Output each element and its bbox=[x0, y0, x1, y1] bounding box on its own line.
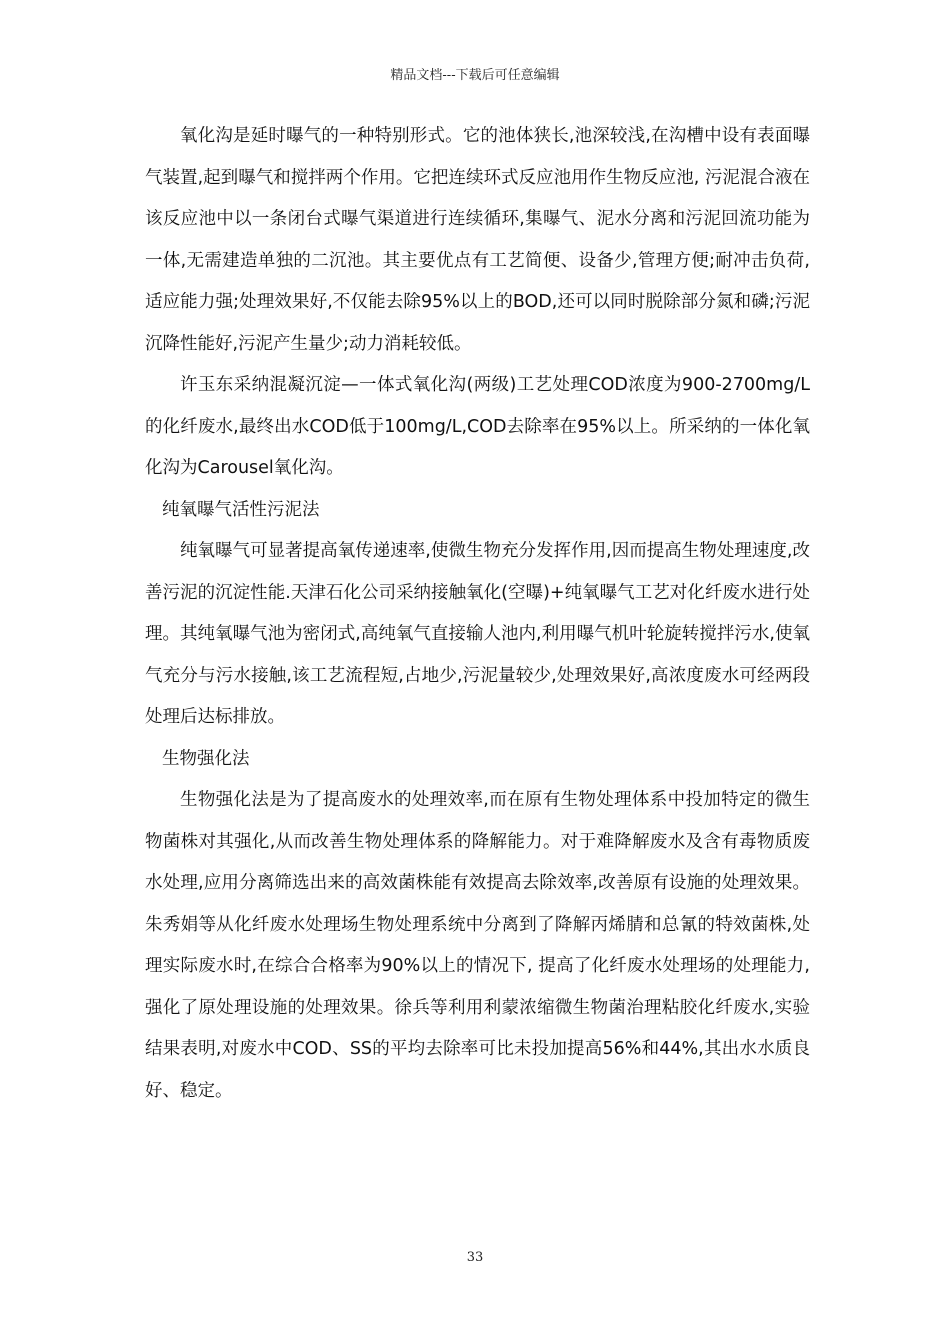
page-number: 33 bbox=[466, 1250, 484, 1265]
document-body bbox=[145, 116, 810, 1112]
paragraph-carousel-ditch: 许玉东采纳混凝沉淀—一体式氧化沟(两级)工艺处理COD浓度为900-2700mg/L的化纤废水,最终出水COD低于100mg/L,COD去除率在95%以上。所采纳的一体化氧化沟为Carousel氧化沟。 bbox=[145, 375, 810, 478]
section-heading-bioaugmentation: 生物强化法 bbox=[162, 748, 250, 769]
section-heading-pure-oxygen: 纯氧曝气活性污泥法 bbox=[162, 499, 320, 520]
paragraph-bioaugmentation: 生物强化法是为了提高废水的处理效率,而在原有生物处理体系中投加特定的微生物菌株对其强化,从而改善生物处理体系的降解能力。对于难降解废水及含有毒物质废水处理,应用分离筛选出来的高效菌株能有效提高去除效率,改善原有设施的处理效果。朱秀娟等从化纤废水处理场生物处理系统中分离到了降解丙烯腈和总氰的特效菌株,处理实际废水时,在综合合格率为90%以上的情况下, 提高了化纤废水处理场的处理能力, 强化了原处理设施的处理效果。徐兵等利用利蒙浓缩微生物菌治理粘胶化纤废水,实验结果表明,对废水中COD、SS的平均去除率可比未投加提高56%和44%,其出水水质良好、稳定。 bbox=[145, 790, 810, 1101]
page-header: 精品文档---下载后可任意编辑 bbox=[390, 68, 560, 83]
paragraph-pure-oxygen: 纯氧曝气可显著提高氧传递速率,使微生物充分发挥作用,因而提高生物处理速度,改善污泥的沉淀性能.天津石化公司采纳接触氧化(空曝)+纯氧曝气工艺对化纤废水进行处理。其纯氧曝气池为密闭式,高纯氧气直接输人池内,利用曝气机叶轮旋转搅拌污水,使氧气充分与污水接触,该工艺流程短,占地少,污泥量较少,处理效果好,高浓度废水可经两段处理后达标排放。 bbox=[145, 541, 810, 727]
paragraph-oxidation-ditch: 氧化沟是延时曝气的一种特别形式。它的池体狭长,池深较浅,在沟槽中设有表面曝气装置,起到曝气和搅拌两个作用。它把连续环式反应池用作生物反应池, 污泥混合液在该反应池中以一条闭台式曝气渠道进行连续循环,集曝气、泥水分离和污泥回流功能为一体,无需建造单独的二沉池。其主要优点有工艺简便、设备少,管理方便;耐冲击负荷,适应能力强;处理效果好,不仅能去除95%以上的BOD,还可以同时脱除部分氮和磷;污泥沉降性能好,污泥产生量少;动力消耗较低。 bbox=[145, 126, 810, 354]
